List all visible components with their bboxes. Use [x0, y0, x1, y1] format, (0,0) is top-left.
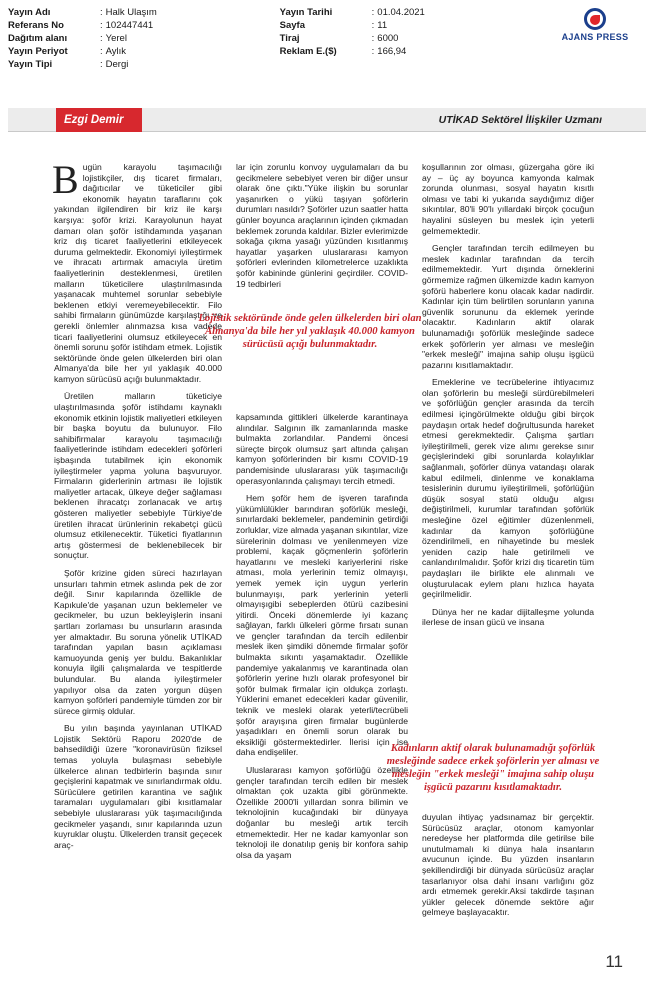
article-column-2-top	[236, 162, 408, 296]
article-paragraph: Hem şoför hem de işveren tarafında yükümlülükler barındıran şoförlük mesleği, sınırlardaki beklemeler, pandeminin getirdiği zorluklar, vize almada yaşanan sıkıntılar, vize sürelerinin dolması ve yenilenmeyen vize problemi, kaçak göçmenlerin şoförlerin hayatlarını ve mesleki kariyerlerini riske atması, mola yerlerinin temiz olmayışı, yemek yemek için uygun yerlerin bulunmayışı, park yerlerinin yeterli olmayışıgibi sebeplerden ötürü cazibesini yitirdi. Önceki dönemlerde iyi kazanç sağlayan, farklı ülkeleri görme fırsatı sunan ve gençler tarafından da tercih edilenbir meslek iken şimdiki dönemde firmalar şoför bulmakta sıkıntı yaşamaktadır. Özellikle pandemiye yakalanmış ve karantinada olan şoförlerin yerine hızlı olarak profesyonel bir şoför bulmak firmalar için oldukça zorlaştı. Yüklerini emanet edecekleri kadar güvenilir, teknik ve mesleki olarak yeterli/tecrübeli şoför arayışına giren firmalar bugünlerde yaşadıkları en önemli sorun olarak bu eksikliği göstermektedirler. İlerisi için ise daha endişeliler.	[236, 493, 408, 758]
meta-value: 102447441	[105, 20, 154, 31]
publication-meta: Yayın Adı : Halk Ulaşım Yayın Tarihi : 01.04.2021 Referans No : 102447441 Sayfa : 11 Dağıtım alanı : Yerel Tiraj : 6000 Yayın Periyot : Aylık Reklam E.($) : 166,94 Yayın Tipi : Dergi	[8, 6, 548, 71]
author-role: UTİKAD Sektörel İlişkiler Uzmanı	[438, 114, 602, 126]
article-paragraph: Bu yılın başında yayınlanan UTİKAD Lojistik Sektörü Raporu 2020'de de bahsedildiği üzere "koronavirüsün fiziksel temas yoluyla bulaşması sebebiyle ülkelerce alınan tedbirlerin başında sınır geçişlerini kapatmak ve sınırlandırmak oldu. Sürücülere getirilen karantina ve sağlık taramaları uygulamaları gibi kısıtlamalar sebebiyle uluslararası yük taşımacılığında gecikmeler yaşandı, sınır kapılarında uzun kuyruklar oluştu. Ülkelerden transit geçecek araç-	[54, 723, 222, 850]
meta-key: Reklam E.($)	[279, 46, 337, 57]
meta-key: Yayın Adı	[8, 7, 51, 18]
meta-value: Yerel	[105, 33, 127, 44]
meta-key: Yayın Tarihi	[279, 7, 333, 18]
meta-key: Dağıtım alanı	[8, 33, 68, 44]
page-number: 11	[605, 952, 623, 971]
article-paragraph: Bugün karayolu taşımacılığı lojistikçiler, dış ticaret firmaları, dağıtıcılar ve tüketiciler gibi ekonomik hayatın taraflarını çok yakından ilgilendiren bir kriz ile karşı karşıya: şoför krizi. Karayolunun hayat damarı olan şoför istihdamında yaşanan kriz dış ticaret faaliyetlerini etkileyecek duruma gelmektedir. Ekonomiyi iyileştirmek ve ihracatı artırmak amacıyla üretim faaliyetlerinin desteklenmesi, üretilen malların tüketicilere ulaştırılmasında yaşanacak muhtemel sorunlar sebebiyle beklenen etkiyi veremeyebilecektir. Filo sahibi firmaların günümüzde karşılaştığı ve gerekli önlemler alınmazsa kısa vadede ticari faaliyetlerini olumsuz etkileyecek en önemli sorunu şoför istihdam etmek. Lojistik sektöründe önde gelen ülkelerden biri olan Almanya'da bile her yıl yaklaşık 40.000 kamyon sürücüsü açığı bulunmaktadır.	[52, 157, 222, 384]
logo-text: AJANS PRESS	[561, 32, 629, 42]
article-column-3-top	[422, 162, 594, 635]
meta-value: 6000	[377, 33, 399, 44]
article-paragraph: Şoför krizine giden süreci hazırlayan unsurları tahmin etmek aslında pek de zor değil. Sınır kapılarında özellikle de Kapıkule'de yaşanan uzun beklemeler ve gecikmeler, bu uzun bekleyişlerin insani şartları zorlaması bu unsurların arasında yer almaktadır. Bu soruna yönelik UTİKAD tarafından yapılan basın açıklaması kamuoyunda geniş yer buldu. Bakanlıklar konuyla ilgili çalışmalarda ve tespitlerde bulundular. Bu alanda iyileştirmeler yapılıyor olsa da zaten yorgun düşen kamyon şoförleri pandemiyle tümden zor bir sürece girmiş oldular.	[54, 567, 222, 716]
article-paragraph: Dünya her ne kadar dijitalleşme yolunda ilerlese de insan gücü ve insana	[422, 606, 594, 628]
meta-value: 11	[377, 20, 388, 31]
article-column-2-bottom	[236, 412, 408, 867]
article-paragraph: Üretilen malların tüketiciye ulaştırılmasında şoför istihdamı kaynaklı ekonomik etkinin lojistik maliyetleri etkileyen bir başka boyutu da bulunuyor. Filo sahibifirmalar karayolu taşımacılığı faaliyetlerinde istihdam edecekleri şoförleri işbaşında tutabilmek için ekonomik iyileştirmeler yapma yoluna başvuruyor. Firmaların giderlerinin artması ile lojistik maliyetler artacak, ülkeye değer sağlaması beklenen ihracatçı zorlanacak ve artış gösteren maliyetler sebebiyle Türkiye'de üretilen ihracat ürünlerinin rekabetçi gücü olumsuz etkilenecektir. Tüketici fiyatlarının artış göstermesi de beklenebilecek bir sonuçtur.	[54, 391, 222, 561]
meta-key: Referans No	[8, 20, 64, 31]
pull-quote: Kadınların aktif olarak bulunamadığı şoförlük mesleğinde sadece erkek şoförlerin yer alması ve mesleğin "erkek mesleği" imajına sahip oluşu işgücü pazarını kısıtlamaktadır.	[386, 743, 600, 793]
meta-key: Yayın Periyot	[8, 46, 68, 57]
article-column-3-bottom	[422, 812, 594, 925]
drop-cap: B	[52, 157, 79, 202]
meta-value: Aylık	[105, 46, 127, 57]
article-paragraph: Emeklerine ve tecrübelerine ihtiyacımız olan şoförlerin bu mesleği sürdürebilmeleri ve şoförlüğün gençler arasında da tercih edilmesi içingörülmekte olduğu gibi birçok paydaşın ortak hedef doğrultusunda hareket etmesi gerekmektedir. Çalışma şartları iyileştirilmeli, gerek vize alımı gereksе sınır geçişlerindeki gibi sorunlarda kolaylıklar sağlanmalı, şoförler dünya vatandaşı olarak kabul edilmeli, dinlenme ve konaklama tesislerinin durumu iyileştirilmeli, şoförlüğün düşük sosyal statü olduğu algısı değiştirilmeli, kurumlar tarafından şoförlük mesleğine özel eğitimler düzenlenmeli, kadınlar da kamyon şoförlüğüne özendirilmeli, en nihayetinde bu meslek yeniden cazip hale getirilmeli ve canlandırılmalıdır. Şoför krizi dış ticaretin tüm paydaşları ile birlikte ele alınmalı ve oluşturulacak eylem planı hızlıca hayata geçirilmelidir.	[422, 377, 594, 600]
pull-quote: Lojistik sektöründe önde gelen ülkelerden biri olan Almanya'da bile her yıl yaklaşık 40.000 kamyon sürücüsü açığı bulunmaktadır.	[198, 313, 422, 350]
meta-value: 01.04.2021	[377, 7, 425, 18]
ajans-press-logo-icon	[584, 8, 606, 30]
article-paragraph: duyulan ihtiyaç yadsınamaz bir gerçektir. Sürücüsüz araçlar, otonom kamyonlar neredeyse her platformda dile getirilse bile unutulmamalı ki dünya hala insanların avucunun içinde. Bu yüzden insanların şekillendirdiği bir dünyada sürücüsüz araçlar tasarlanıyor olsa dahi insanı varlığını göz ardı etmemek gerekir.Aksi takdirde taşınan yükler gelecek dönemde sektöre ağır gelmeye başlayacaktır.	[422, 812, 594, 918]
meta-key: Tiraj	[279, 33, 300, 44]
article-paragraph: Uluslararası kamyon şoförlüğü özellikle gençler tarafından tercih edilen bir meslek olmaktan çok uzakta gibi görünmekte. Özellikle 2000'li yıllardan sonra bilimin ve teknolojinin kucağındaki bir dünyaya doğanlar bu mesleği artık tercih etmemektedir. Her ne kadar kamyonlar son teknoloji ile donatılıp geniş bir konfora sahip olsa da yaşam	[236, 765, 408, 860]
article-paragraph: koşullarının zor olması, güzergaha göre iki ay – üç ay boyunca kamyonda kalmak zorunda olunması, sosyal hayatın kısıtlı olması ve tabi ki yukarıda saydığımız diğer sıkıntılar, 80'li 90'lı yıllardaki birçok çocuğun hayalini süsleyen bu meslek için yeterli gelmemektedir.	[422, 162, 594, 236]
article-column-1	[52, 157, 222, 857]
article-paragraph: kapsamında gittikleri ülkelerde karantinaya alındılar. Salgının ilk zamanlarında maske bulmakta zorlandılar. Pandemi öncesi süreçte birçok olumsuz şart altında çalışan kamyon şoförlerinden bir kısmı COVID-19 pandemisinde uluslararası yük taşımacılığı operasyonlarında çalışmayı tercih etmedi.	[236, 412, 408, 486]
article-paragraph: Gençler tarafından tercih edilmeyen bu meslek kadınlar tarafından da tercih edilmemektedir. Yurt dışında örneklerini görmemize rağmen ülkemizde kadın kamyon şoförü haberlere konu olacak kadar nadirdir. Kadınlar için tüm belirtilen sorunların yanına güvenlik sorununu da eklemek yerinde olacaktır. Kadınların aktif olarak bulunamadığı şoförlük mesleğinde sadece erkek şoförlerin yer alması ve mesleğin "erkek mesleği" imajına sahip oluşu işgücü pazarını kısıtlamaktadır.	[422, 243, 594, 370]
meta-key: Sayfa	[279, 20, 305, 31]
ajans-press-logo	[555, 8, 635, 42]
author-band	[8, 108, 646, 132]
meta-value: Dergi	[105, 59, 129, 70]
meta-key: Yayın Tipi	[8, 59, 53, 70]
author-name: Ezgi Demir	[56, 108, 142, 132]
article-paragraph: lar için zorunlu konvoy uygulamaları da bu gecikmelere sebebiyet veren bir diğer unsur olarak öne çıktı."Yüke ilişkin bu sorunlar yaşanırken o yükü taşıyan şoförlerin durumları nasıldı? Şoförler uzun saatler hatta günler boyunca araçlarının içinden çıkmadan beklemek zorunda kaldılar. Bizler evlerimizde sokağa çıkma yasağı yüzünden kısıtlanmış hayatlar yaşarken uluslararası kamyon şoförleri evlerinden kilometrelerce uzaklıkta şoför kabininde günlerini geçirdiler. COVID-19 tedbirleri	[236, 162, 408, 289]
meta-value: 166,94	[377, 46, 407, 57]
meta-value: Halk Ulaşım	[105, 7, 157, 18]
